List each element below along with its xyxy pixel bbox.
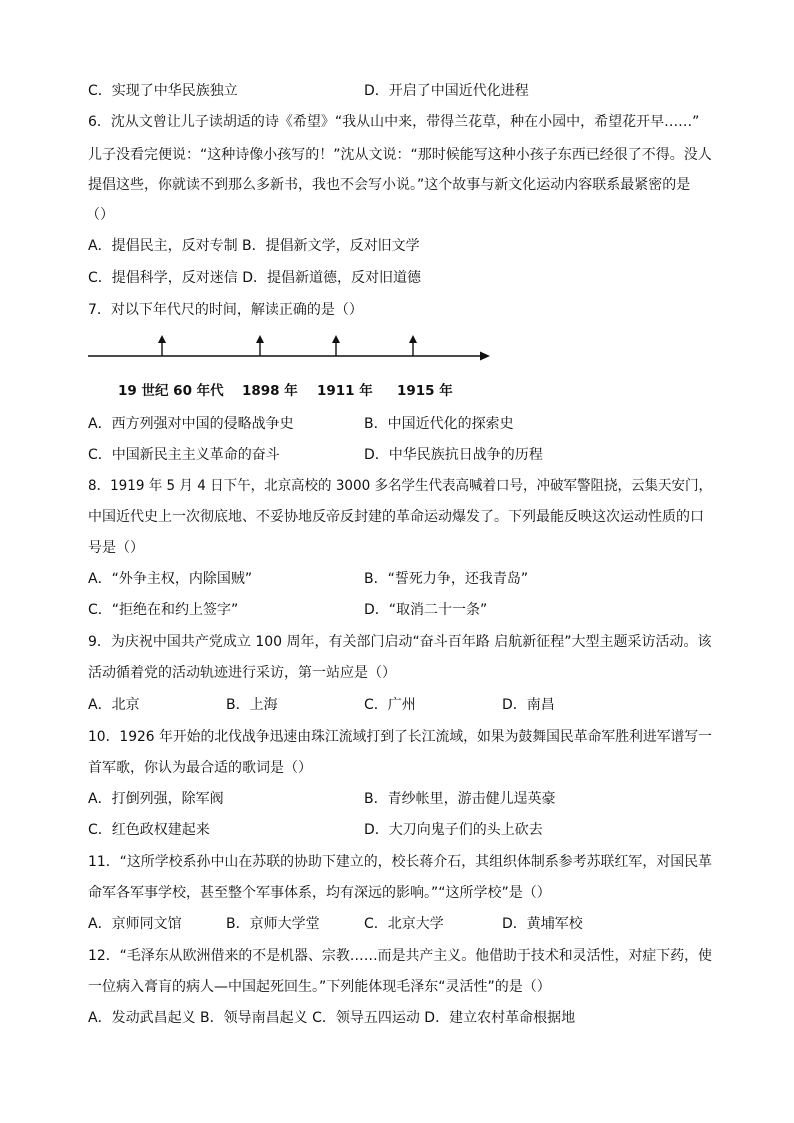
timeline-arrowhead: [480, 352, 490, 361]
q6-stem-line1: 6．沈从文曾让儿子读胡适的诗《希望》“我从山中来，带得兰花草，种在小园中，希望花开早……”: [88, 114, 700, 130]
q6-stem-line2: 儿子没看完便说：“这种诗像小孩写的！”沈从文说：“那时候能写这种小孩子东西已经很了不得。没人: [88, 147, 712, 163]
q6-options-ab: A．提倡民主，反对专制 B．提倡新文学，反对旧文学: [88, 238, 420, 254]
q11-stem-line1: 11．“这所学校系孙中山在苏联的协助下建立的，校长蒋介石，其组织体制系参考苏联红军，对国民革: [88, 854, 713, 870]
q9-option-b: B．上海: [226, 697, 278, 713]
q7-option-a: A．西方列强对中国的侵略战争史: [88, 416, 294, 432]
q10-option-a: A．打倒列强，除军阀: [88, 791, 224, 807]
q12-stem-line2: 一位病入膏肓的病人—中国起死回生。”下列能体现毛泽东“灵活性”的是（）: [88, 979, 551, 995]
timeline-tick-2-arrow: [256, 335, 264, 343]
timeline-tick-4-arrow: [409, 335, 417, 343]
q8-stem-line3: 号是（）: [88, 540, 144, 556]
q11-option-a: A．京师同文馆: [88, 916, 182, 932]
q9-stem-line1: 9．为庆祝中国共产党成立 100 周年，有关部门启动“奋斗百年路 启航新征程”大型主题采访活动。该: [88, 634, 712, 650]
timeline-chart: [86, 332, 496, 372]
q10-stem-line1: 10．1926 年开始的北伐战争迅速由珠江流域打到了长江流域，如果为鼓舞国民革命军胜利进军谱写一: [88, 729, 713, 745]
q11-stem-line2: 命军各军事学校，甚至整个军事体系，均有深远的影响。”“这所学校”是（）: [88, 885, 551, 901]
q11-option-d: D．黄埔军校: [502, 916, 583, 932]
q12-options: A．发动武昌起义 B．领导南昌起义 C．领导五四运动 D．建立农村革命根据地: [88, 1010, 576, 1026]
q9-option-a: A．北京: [88, 697, 140, 713]
q7-option-c: C．中国新民主主义革命的奋斗: [88, 447, 280, 463]
timeline-label-1898: 1898 年: [242, 383, 298, 399]
q10-option-c: C．红色政权建起来: [88, 822, 210, 838]
q6-stem-line3: 提倡这些，你就读不到那么多新书，我也不会写小说。”这个故事与新文化运动内容联系最紧密的是: [88, 177, 691, 193]
timeline-label-1860s: 19 世纪 60 年代: [118, 383, 224, 399]
timeline-label-1915: 1915 年: [397, 383, 453, 399]
q7-option-d: D．中华民族抗日战争的历程: [364, 447, 543, 463]
q11-option-c: C．北京大学: [364, 916, 444, 932]
q11-option-b: B．京师大学堂: [226, 916, 320, 932]
timeline-label-1911: 1911 年: [317, 383, 373, 399]
q9-option-d: D．南昌: [502, 697, 555, 713]
q8-option-c: C．“拒绝在和约上签字”: [88, 602, 239, 618]
q10-option-b: B．青纱帐里，游击健儿逞英豪: [364, 791, 556, 807]
q12-stem-line1: 12．“毛泽东从欧洲借来的不是机器、宗教……而是共产主义。他借助于技术和灵活性，对症下药，使: [88, 948, 713, 964]
q10-stem-line2: 首军歌，你认为最合适的歌词是（）: [88, 760, 312, 776]
q8-option-b: B．“誓死力争，还我青岛”: [364, 571, 529, 587]
q10-option-d: D．大刀向鬼子们的头上砍去: [364, 822, 543, 838]
q5-option-c: C．实现了中华民族独立: [88, 83, 238, 99]
q8-stem-line1: 8．1919 年 5 月 4 日下午，北京高校的 3000 多名学生代表高喊着口号，冲破军警阻挠，云集天安门，: [88, 478, 712, 494]
q9-option-c: C．广州: [364, 697, 416, 713]
q6-options-cd: C．提倡科学，反对迷信 D．提倡新道德，反对旧道德: [88, 270, 422, 286]
q8-option-d: D．“取消二十一条”: [364, 602, 488, 618]
q7-stem: 7．对以下年代尺的时间，解读正确的是（）: [88, 302, 363, 318]
q5-option-d: D．开启了中国近代化进程: [364, 83, 529, 99]
q9-stem-line2: 活动循着党的活动轨迹进行采访，第一站应是（）: [88, 665, 396, 681]
q7-option-b: B．中国近代化的探索史: [364, 416, 514, 432]
timeline-tick-3-arrow: [332, 335, 340, 343]
q8-option-a: A．“外争主权，内除国贼”: [88, 571, 253, 587]
timeline-tick-1-arrow: [158, 335, 166, 343]
q8-stem-line2: 中国近代史上一次彻底地、不妥协地反帝反封建的革命运动爆发了。下列最能反映这次运动性质的口: [88, 509, 704, 525]
q6-stem-line4: （）: [86, 207, 114, 223]
